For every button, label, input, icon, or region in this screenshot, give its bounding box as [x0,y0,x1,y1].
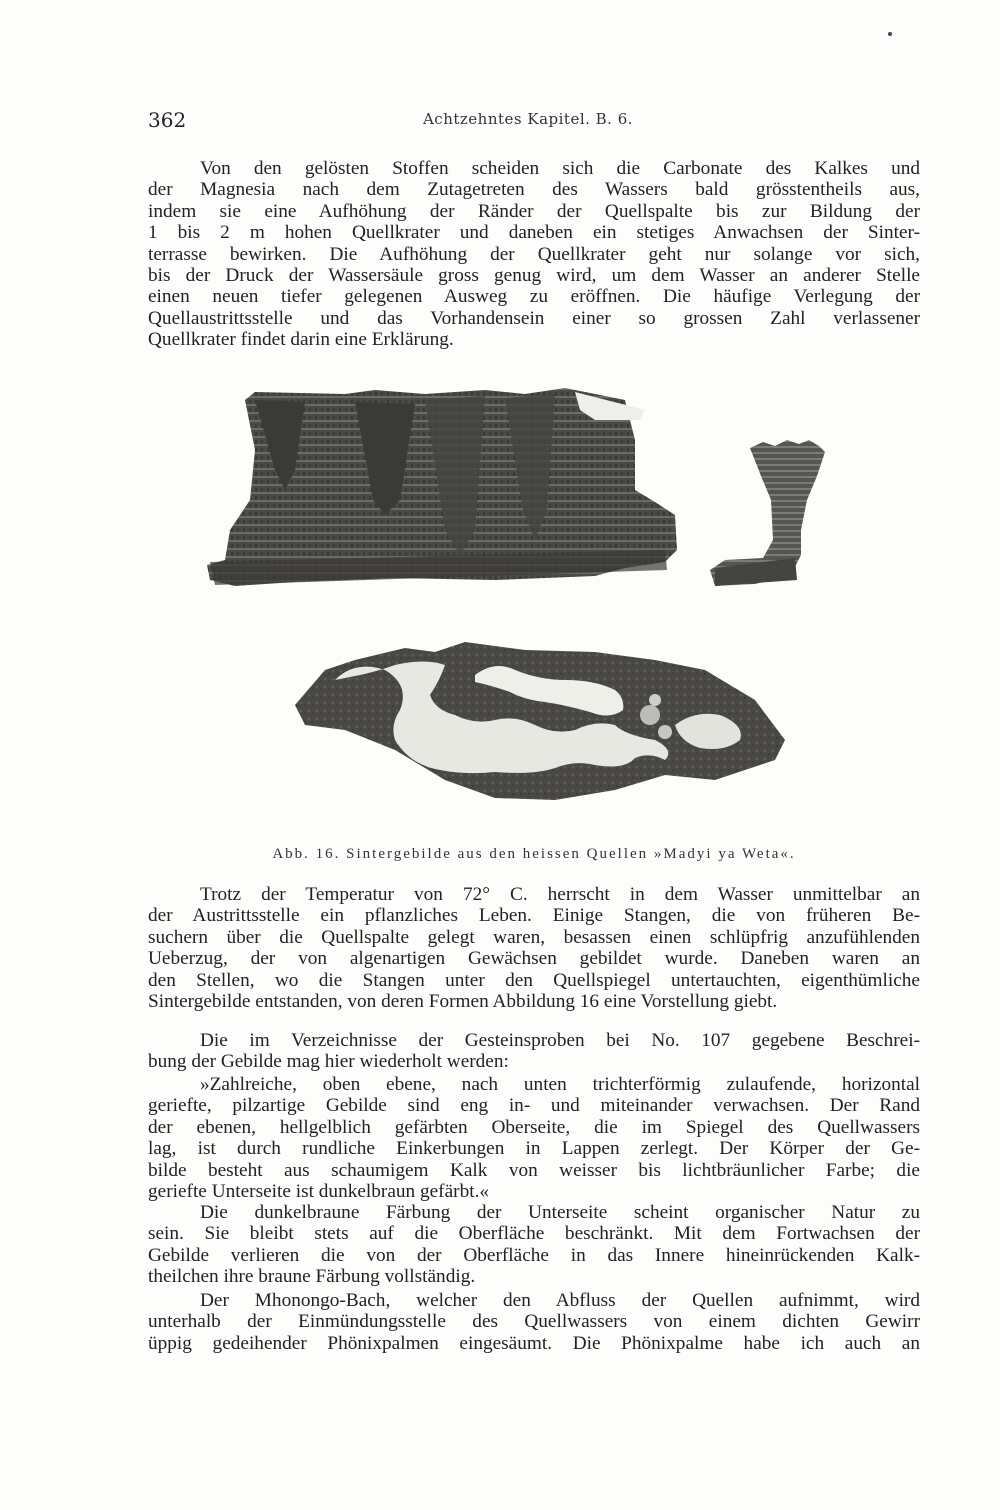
text-line: indem sie eine Aufhöhung der Ränder der Quellspalte bis zur Bildung der [148,200,920,222]
text-line: Sintergebilde entstanden, von deren Formen Abbildung 16 eine Vorstellung giebt. [148,991,778,1013]
text-line: der Magnesia nach dem Zutagetreten des Wassers bald grösstentheils aus, [148,179,920,201]
text-line: Von den gelösten Stoffen scheiden sich die Carbonate des Kalkes und [200,158,920,179]
text-line: geriefte, pilzartige Gebilde sind eng in- und miteinander verwachsen. Der Rand [148,1095,920,1117]
figure-caption: Abb. 16. Sintergebilde aus den heissen Quellen »Madyi ya Weta«. [272,846,796,862]
sinter-block-left-image [207,388,677,586]
text-line: suchern über die Quellspalte gelegt waren, besassen einen schlüpfrig anzufühlenden [148,926,920,948]
figure-sinter-formations [195,380,825,820]
text-line: unterhalb der Einmündungsstelle des Quellwassers von einem dichten Gewirr [148,1311,920,1333]
text-line: bis der Druck der Wassersäule gross genug wird, um dem Wasser an anderer Stelle [148,265,920,287]
text-line: Die dunkelbraune Färbung der Unterseite scheint organischer Natur zu [200,1202,920,1223]
text-line: sein. Sie bleibt stets auf die Oberfläche beschränkt. Mit dem Fortwachsen der [148,1223,920,1245]
paragraph-crater-formation [148,158,920,351]
text-line: der ebenen, hellgelblich gefärbten Oberseite, die im Spiegel des Quellwassers [148,1116,920,1138]
text-line: üppig gedeihender Phönixpalmen eingesäumt. Die Phönixpalme habe ich auch an [148,1332,920,1354]
paragraph-mhonongo-brook [148,1290,920,1354]
paragraph-coloration [148,1202,920,1288]
text-line: geriefte Unterseite ist dunkelbraun gefärbt.« [148,1181,490,1203]
text-line: terrasse bewirken. Die Aufhöhung der Quellkrater geht nur solange vor sich, [148,243,920,265]
text-line: theilchen ihre braune Färbung vollständig. [148,1266,476,1288]
page-header [148,108,908,134]
sinter-mushroom-right-image [710,440,825,586]
text-line: Die im Verzeichnisse der Gesteinsproben bei No. 107 gegebene Beschrei- [200,1030,920,1051]
text-line: »Zahlreiche, oben ebene, nach unten trichterförmig zulaufende, horizontal [200,1074,920,1095]
speck [888,32,892,36]
text-line: Der Mhonongo-Bach, welcher den Abfluss der Quellen aufnimmt, wird [200,1290,920,1311]
text-line: Quellaustrittsstelle und das Vorhandensein einer so grossen Zahl verlassener [148,307,920,329]
text-line: den Stellen, wo die Stangen unter den Quellspiegel untertauchten, eigenthümliche [148,969,920,991]
text-line: Quellkrater findet darin eine Erklärung. [148,329,454,351]
paragraph-description-intro [148,1030,920,1073]
text-line: bilde besteht aus schaumigem Kalk von weisser bis lichtbräunlicher Farbe; die [148,1159,920,1181]
paragraph-quoted-description [148,1074,920,1202]
text-line: Trotz der Temperatur von 72° C. herrscht in dem Wasser unmittelbar an [200,884,920,905]
paragraph-plant-life [148,884,920,1012]
text-line: bung der Gebilde mag hier wiederholt werden: [148,1051,509,1073]
text-line: der Austrittsstelle ein pflanzliches Leben. Einige Stangen, die von früheren Be- [148,905,920,927]
text-line: Gebilde verlieren die von der Oberfläche in das Innere hineinrückenden Kalk- [148,1244,920,1266]
text-line: 1 bis 2 m hohen Quellkrater und daneben ein stetiges Anwachsen der Sinter- [148,222,920,244]
text-line: einen neuen tiefer gelegenen Ausweg zu eröffnen. Die häufige Verlegung der [148,286,920,308]
text-line: Ueberzug, der von algenartigen Gewächsen gebildet wurde. Daneben waren an [148,948,920,970]
sinter-crust-bottom-image [295,642,785,800]
text-line: lag, ist durch rundliche Einkerbungen in Lappen zerlegt. Der Körper der Ge- [148,1138,920,1160]
running-title: Achtzehntes Kapitel. B. 6. [422,110,634,128]
page-number: 362 [148,108,187,132]
